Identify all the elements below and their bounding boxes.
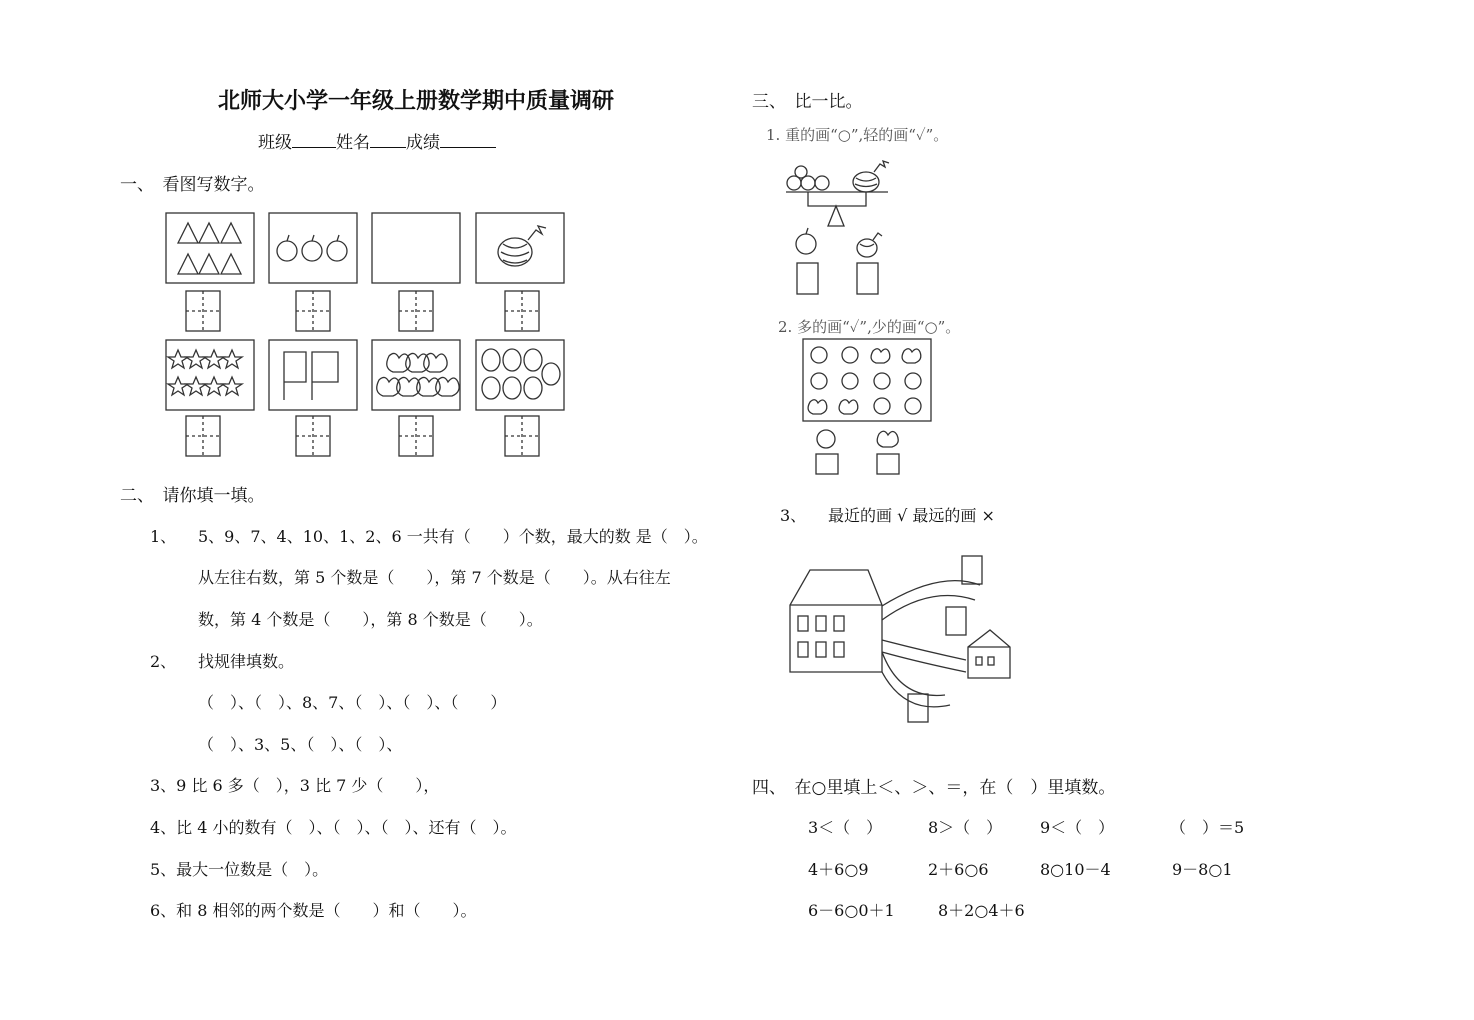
name-label: 姓名 bbox=[336, 133, 370, 153]
sub3-instruction: 最近的画 √ 最远的画 × bbox=[828, 506, 995, 525]
cmp-r1-c2: 8＞（ ） bbox=[928, 818, 1003, 837]
class-label: 班级 bbox=[258, 133, 292, 153]
sub2-instruction: 2. 多的画“✓”,少的画“○”。 bbox=[778, 318, 961, 336]
q2-number: 2、 bbox=[150, 652, 177, 671]
page-title: 北师大小学一年级上册数学期中质量调研 bbox=[218, 88, 615, 114]
section4-heading: 四、 在○里填上＜、＞、＝，在（ ）里填数。 bbox=[752, 778, 1116, 798]
q2-seq1: （ ）、（ ）、8、7、（ ）、（ ）、（ ） bbox=[198, 693, 507, 712]
q1-line2: 从左往右数，第 5 个数是（ ），第 7 个数是（ ）。从右往左 bbox=[198, 568, 671, 587]
cmp-r3-c1: 6－6○0＋1 bbox=[808, 901, 895, 920]
q5: 5、最大一位数是（ ）。 bbox=[150, 860, 329, 879]
q2-seq2: （ ）、3、5、（ ）、（ ）、 bbox=[198, 735, 403, 754]
q1-number: 1、 bbox=[150, 527, 177, 546]
q2-text: 找规律填数。 bbox=[198, 652, 295, 671]
q3: 3、9 比 6 多（ ），3 比 7 少（ ）， bbox=[150, 776, 440, 795]
q4: 4、比 4 小的数有（ ）、（ ）、（ ）、还有（ ）。 bbox=[150, 818, 517, 837]
sub3-number: 3、 bbox=[780, 506, 807, 525]
q6: 6、和 8 相邻的两个数是（ ）和（ ）。 bbox=[150, 901, 477, 920]
cmp-r1-c3: 9＜（ ） bbox=[1040, 818, 1115, 837]
q1-line1: 5、9、7、4、10、1、2、6 一共有（ ）个数，最大的数 是（ ）。 bbox=[198, 527, 708, 546]
cmp-r3-c2: 8＋2○4＋6 bbox=[938, 901, 1025, 920]
cmp-r2-c2: 2＋6○6 bbox=[928, 860, 989, 879]
sub1-instruction: 1. 重的画“○”,轻的画“✓”。 bbox=[766, 126, 949, 144]
section3-heading: 三、 比一比。 bbox=[752, 92, 863, 112]
cmp-r2-c1: 4＋6○9 bbox=[808, 860, 869, 879]
score-label: 成绩 bbox=[406, 133, 440, 153]
q1-line3: 数，第 4 个数是（ ），第 8 个数是（ ）。 bbox=[198, 610, 543, 629]
section2-heading: 二、 请你填一填。 bbox=[120, 486, 265, 506]
cmp-r2-c4: 9－8○1 bbox=[1172, 860, 1233, 879]
cmp-r1-c1: 3＜（ ） bbox=[808, 818, 883, 837]
cmp-r1-c4: （ ）＝5 bbox=[1170, 818, 1245, 837]
cmp-r2-c3: 8○10－4 bbox=[1040, 860, 1111, 879]
section1-heading: 一、 看图写数字。 bbox=[120, 175, 265, 195]
